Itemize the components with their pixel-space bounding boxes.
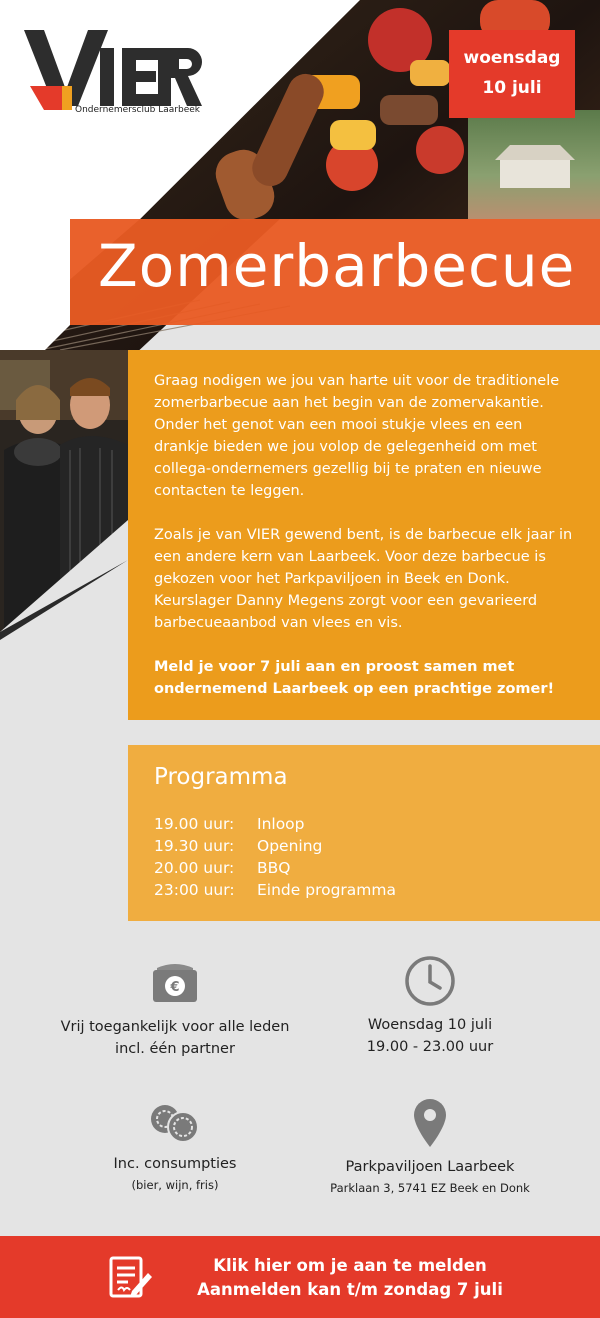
date-date: 10 juli [482, 78, 542, 98]
signup-line-1[interactable]: Klik hier om je aan te melden [213, 1256, 487, 1275]
logo-subtitle: Ondernemersclub Laarbeek [75, 105, 200, 115]
access-line-2: incl. één partner [115, 1041, 235, 1057]
info-drinks [60, 1103, 290, 1195]
date-day: woensdag [463, 48, 561, 68]
info-time [320, 955, 540, 1058]
signup-form-icon[interactable] [108, 1255, 154, 1305]
page-title: Zomerbarbecue [98, 232, 576, 300]
signup-line-2[interactable]: Aanmelden kan t/m zondag 7 juli [197, 1280, 503, 1299]
programma-time: 20.00 uur: [154, 859, 235, 877]
programma-item [154, 813, 396, 835]
programma-time: 23:00 uur: [154, 881, 235, 899]
programma-item [154, 879, 396, 901]
coins-icon [60, 1103, 290, 1145]
programma-label: Opening [257, 837, 323, 855]
info-access [40, 958, 310, 1060]
programma-title: Programma [154, 764, 288, 790]
intro-paragraph-1: Graag nodigen we jou van harte uit voor de traditionele zomerbarbecue aan het begin van de zomervakantie. Onder het genot van een mooi stukje vlees en een drankje bieden we jou volop de gelegenheid om met collega-ondernemers gezellig bij te praten en nieuwe contacten te leggen. [154, 373, 560, 499]
drinks-line-1: Inc. consumpties [113, 1156, 237, 1172]
time-line-1: Woensdag 10 juli [367, 1017, 493, 1033]
programma-label: Einde programma [257, 881, 396, 899]
photo-corner-shadow [0, 560, 128, 640]
programma-label: Inloop [257, 815, 305, 833]
money-icon [40, 958, 310, 1004]
programma-item [154, 835, 396, 857]
programma-label: BBQ [257, 859, 291, 877]
info-location [310, 1097, 550, 1198]
programma-list [154, 813, 396, 901]
drinks-line-2: (bier, wijn, fris) [131, 1178, 219, 1192]
intro-paragraph-2: Zoals je van VIER gewend bent, is de barbecue elk jaar in een andere kern van Laarbeek. Voor deze barbecue is gekozen voor het Parkpaviljoen in Beek en Donk. Keurslager Danny Megens zorgt voor een gevarieerd barbecueaanbod van vlees en vis. [154, 527, 573, 631]
svg-text:€: € [170, 980, 180, 995]
intro-text [154, 370, 574, 722]
location-line-2: Parklaan 3, 5741 EZ Beek en Donk [330, 1181, 530, 1195]
location-line-1: Parkpaviljoen Laarbeek [345, 1159, 515, 1175]
map-pin-icon [310, 1097, 550, 1149]
programma-item [154, 857, 396, 879]
date-badge [449, 30, 575, 118]
programma-time: 19.30 uur: [154, 837, 235, 855]
intro-paragraph-3: Meld je voor 7 juli aan en proost samen met ondernemend Laarbeek op een prachtige zomer! [154, 659, 555, 697]
signup-link[interactable] [150, 1254, 550, 1302]
access-line-1: Vrij toegankelijk voor alle leden [60, 1019, 290, 1035]
programma-time: 19.00 uur: [154, 815, 235, 833]
clock-icon [320, 955, 540, 1007]
time-line-2: 19.00 - 23.00 uur [366, 1039, 494, 1055]
